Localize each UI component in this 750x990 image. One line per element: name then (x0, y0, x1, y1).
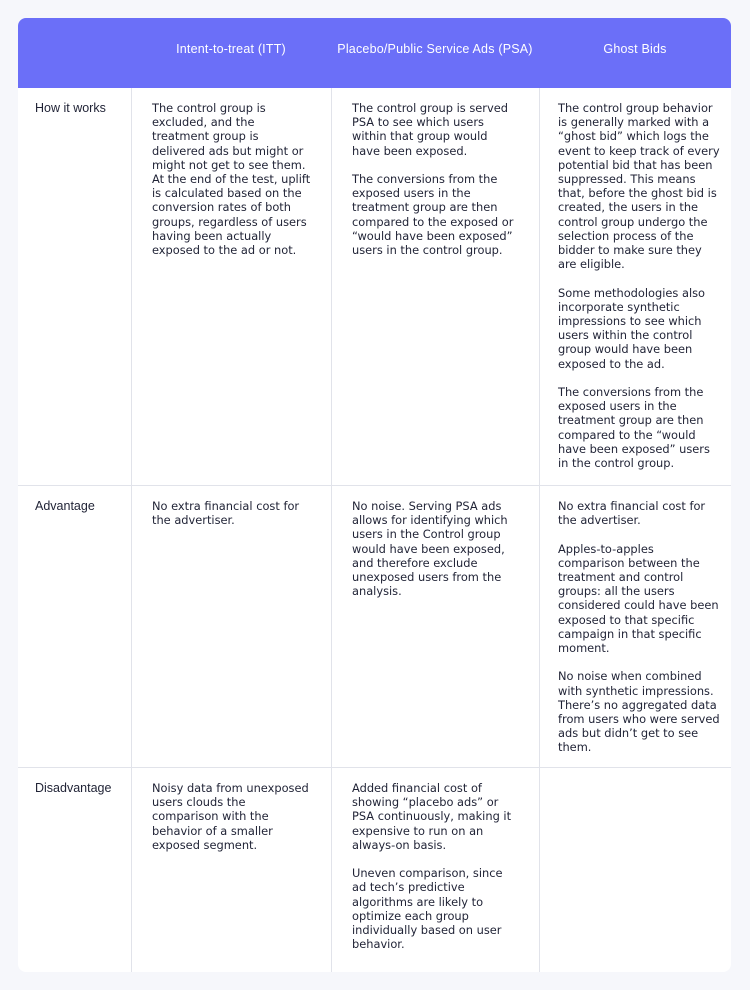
cell-psa-how-it-works (352, 101, 517, 257)
row-divider (18, 767, 731, 768)
cell-paragraph: Some methodologies also incorporate synthetic impressions to see which users within the control group would have been exposed to the ad. (558, 285, 706, 371)
header-empty-cell (18, 18, 131, 88)
cell-paragraph: The control group is excluded, and the treatment group is delivered ads but might or might not get to see them. At the end of the test, uplift is calculated based on the conversion rates of both groups, regardless of users having been actually exposed to the ad or not. (152, 101, 311, 258)
column-divider (539, 88, 540, 972)
cell-psa-disadvantage (352, 781, 517, 951)
comparison-table (18, 18, 731, 972)
cell-paragraph: The conversions from the exposed users in the treatment group are then compared to the exposed or “would have been exposed” users in the control group. (352, 172, 514, 258)
cell-paragraph: The control group behavior is generally marked with a “ghost bid” which logs the event to keep track of every potential bid that has been suppressed. This means that, before the ghost bid is created, the users in the control group undergo the selection process of the bidder to make sure they are eligible. (558, 101, 720, 272)
cell-itt-advantage (152, 499, 314, 527)
header-itt: Intent-to-treat (ITT) (176, 42, 286, 56)
cell-ghost-advantage (558, 499, 720, 755)
cell-paragraph: No extra financial cost for the advertiser. (558, 499, 706, 528)
cell-paragraph: Noisy data from unexposed users clouds the comparison with the behavior of a smaller exposed segment. (152, 781, 309, 852)
row-label-disadvantage: Disadvantage (35, 781, 112, 795)
row-label-how-it-works: How it works (35, 101, 106, 115)
header-ghost-bids: Ghost Bids (603, 42, 667, 56)
cell-paragraph: No noise when combined with synthetic impressions. There’s no aggregated data from users who were served ads but didn’t get to see them. (558, 669, 720, 755)
cell-paragraph: The conversions from the exposed users in the treatment group are then compared to the “would have been exposed” users in the control group. (558, 385, 710, 471)
row-divider (18, 485, 731, 486)
row-label-advantage: Advantage (35, 499, 95, 513)
cell-ghost-how-it-works (558, 101, 720, 470)
table-header (18, 18, 731, 88)
column-divider (331, 88, 332, 972)
cell-paragraph: Added financial cost of showing “placebo ads” or PSA continuously, making it expensive to run on an always-on basis. (352, 781, 512, 852)
header-psa: Placebo/Public Service Ads (PSA) (337, 42, 533, 56)
column-divider (131, 88, 132, 972)
cell-paragraph: The control group is served PSA to see which users within that group would have been exposed. (352, 101, 508, 158)
cell-paragraph: No extra financial cost for the advertiser. (152, 499, 300, 528)
cell-paragraph: Uneven comparison, since ad tech’s predictive algorithms are likely to optimize each group individually based on user behavior. (352, 866, 503, 952)
cell-itt-how-it-works (152, 101, 314, 257)
cell-paragraph: No noise. Serving PSA ads allows for identifying which users in the Control group would have been exposed, and therefore exclude unexposed users from the analysis. (352, 499, 508, 599)
cell-paragraph: Apples-to-apples comparison between the treatment and control groups: all the users considered could have been exposed to that specific campaign in that specific moment. (558, 541, 719, 656)
cell-itt-disadvantage (152, 781, 314, 852)
cell-psa-advantage (352, 499, 514, 598)
